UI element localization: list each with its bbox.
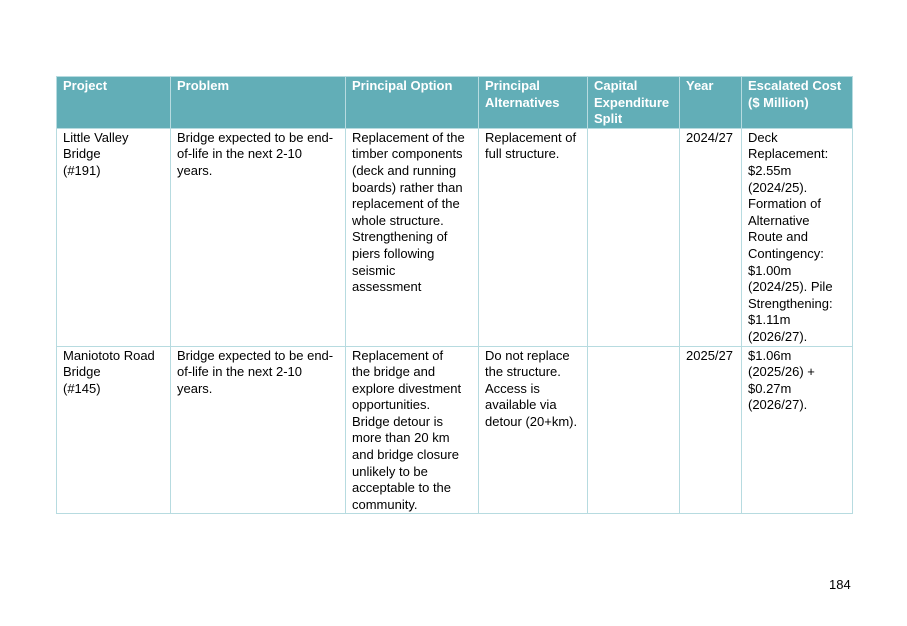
table-row bbox=[57, 346, 853, 514]
cell-problem: Bridge expected to be end- of-life in the next 2-10 years. bbox=[171, 128, 346, 346]
page-number: 184 bbox=[829, 577, 851, 592]
cell-capital-expenditure-split bbox=[588, 128, 680, 346]
cell-escalated-cost: Deck Replacement: $2.55m (2024/25). Formation of Alternative Route and Contingency: $1.00m (2024/25). Pile Strengthening: $1.11m (2026/27). bbox=[742, 128, 853, 346]
cell-project: Maniototo Road Bridge (#145) bbox=[57, 346, 171, 514]
cell-principal-alternatives: Replacement of full structure. bbox=[479, 128, 588, 346]
cell-problem: Bridge expected to be end- of-life in the next 2-10 years. bbox=[171, 346, 346, 514]
cell-year: 2025/27 bbox=[680, 346, 742, 514]
project-table bbox=[56, 76, 853, 514]
cell-principal-option: Replacement of the timber components (deck and running boards) rather than replacement of the whole structure. Strengthening of piers following seismic assessment bbox=[346, 128, 479, 346]
header-project: Project bbox=[57, 77, 171, 129]
cell-principal-option: Replacement of the bridge and explore divestment opportunities. Bridge detour is more than 20 km and bridge closure unlikely to be acceptable to the community. bbox=[346, 346, 479, 514]
table-row bbox=[57, 128, 853, 346]
header-escalated-cost: Escalated Cost ($ Million) bbox=[742, 77, 853, 129]
header-principal-alternatives: Principal Alternatives bbox=[479, 77, 588, 129]
table-header-row bbox=[57, 77, 853, 129]
cell-capital-expenditure-split bbox=[588, 346, 680, 514]
cell-escalated-cost: $1.06m (2025/26) + $0.27m (2026/27). bbox=[742, 346, 853, 514]
header-problem: Problem bbox=[171, 77, 346, 129]
header-principal-option: Principal Option bbox=[346, 77, 479, 129]
header-year: Year bbox=[680, 77, 742, 129]
cell-project: Little Valley Bridge (#191) bbox=[57, 128, 171, 346]
header-capital-expenditure-split: Capital Expenditure Split bbox=[588, 77, 680, 129]
cell-year: 2024/27 bbox=[680, 128, 742, 346]
cell-principal-alternatives: Do not replace the structure. Access is available via detour (20+km). bbox=[479, 346, 588, 514]
